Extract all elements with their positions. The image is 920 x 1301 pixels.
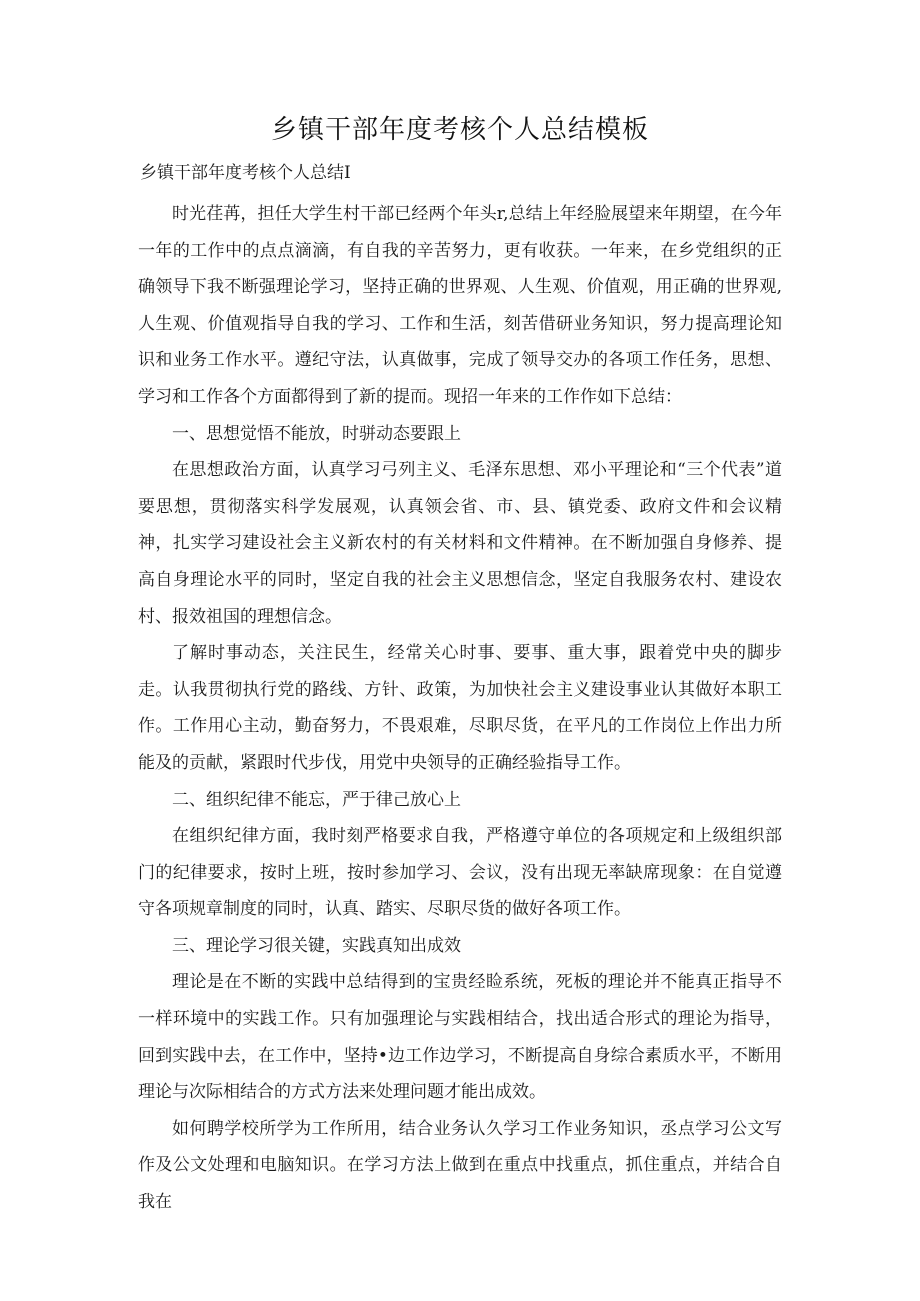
document-title: 乡镇干部年度考核个人总结模板 (270, 115, 649, 145)
paragraph-intro: 时光荏苒，担任大学生村干部已经两个年头r,总结上年经脸展望来年期望，在今年一年的工作中的点点滴滴，有自我的辛苦努力，更有收获。一年来，在乡党组织的正确领导下我不断强理论学习，坚持正确的世界观、人生观、价值观，用正确的世界观,人生观、价值观指导自我的学习、工作和生活，刻苦借研业务知识，努力提高理论知识和业务工作水平。遵纪守法，认真做事，完成了领导交办的各项工作任务，思想、学习和工作各个方面都得到了新的提而。现招一年来的工作作如下总结： (138, 204, 782, 407)
paragraph-study: 如何聘学校所学为工作所用，结合业务认久学习工作业务知识，丞点学习公文写作及公文处理和电脑知识。在学习方法上做到在重点中找重点，抓住重点，并结合自我在 (138, 1118, 782, 1213)
paragraph-theory: 理论是在不断的实践中总结得到的宝贵经睑系统，死板的理论并不能真正指导不一样环境中的实践工作。只有加强理论与实践相结合，找出适合形式的理论为指导，回到实践中去，在工作中，坚持•边工作边学习，不断提高自身综合素质水平，不断用理论与次际相结合的方式方法来处理问题才能出成效。 (138, 972, 782, 1103)
section-heading-2: 二、组织纪律不能忘，严于律己放心上 (172, 789, 461, 810)
document-subtitle: 乡镇干部年度考核个人总结I (140, 163, 351, 183)
section-heading-3: 三、理论学习很关键，实践真知出成效 (172, 935, 461, 956)
paragraph-current-affairs: 了解时事动态，关注民生，经常关心时事、要事、重大事，跟着党中央的脚步走。认我贯彻执行党的路线、方针、政策，为加快社会主义建设事业认其做好本职工作。工作用心主动，勤奋努力，不畏艰难，尽职尽货，在平凡的工作岗位上作出力所能及的贡献，紧跟时代步伐，用党中央领导的正确经验指导工作。 (138, 643, 782, 773)
paragraph-discipline: 在组织纪律方面，我时刻严格要求自我，严格遵守单位的各项规定和上级组织部门的纪律要求，按时上班，按时参加学习、会议，没有出现无率缺席现象：在自觉遵守各项规章制度的同时，认真、踏实、尽职尽货的做好各项工作。 (138, 826, 782, 920)
paragraph-political: 在思想政治方面，认真学习弓列主义、毛泽东思想、邓小平理论和“三个代表”道要思想，贯彻落实科学发展观，认真领会省、市、县、镇党委、政府文件和会议精神，扎实学习建设社会主义新农村的有关材料和文件精神。在不断加强自身修养、提高自身理论水平的同时，坚定自我的社会主义思想信念，坚定自我服务农村、建设农村、报效祖国的理想信念。 (138, 460, 782, 627)
document-body (138, 196, 782, 1221)
section-heading-1: 一、思想觉悟不能放，时骈动态要跟上 (172, 423, 461, 444)
